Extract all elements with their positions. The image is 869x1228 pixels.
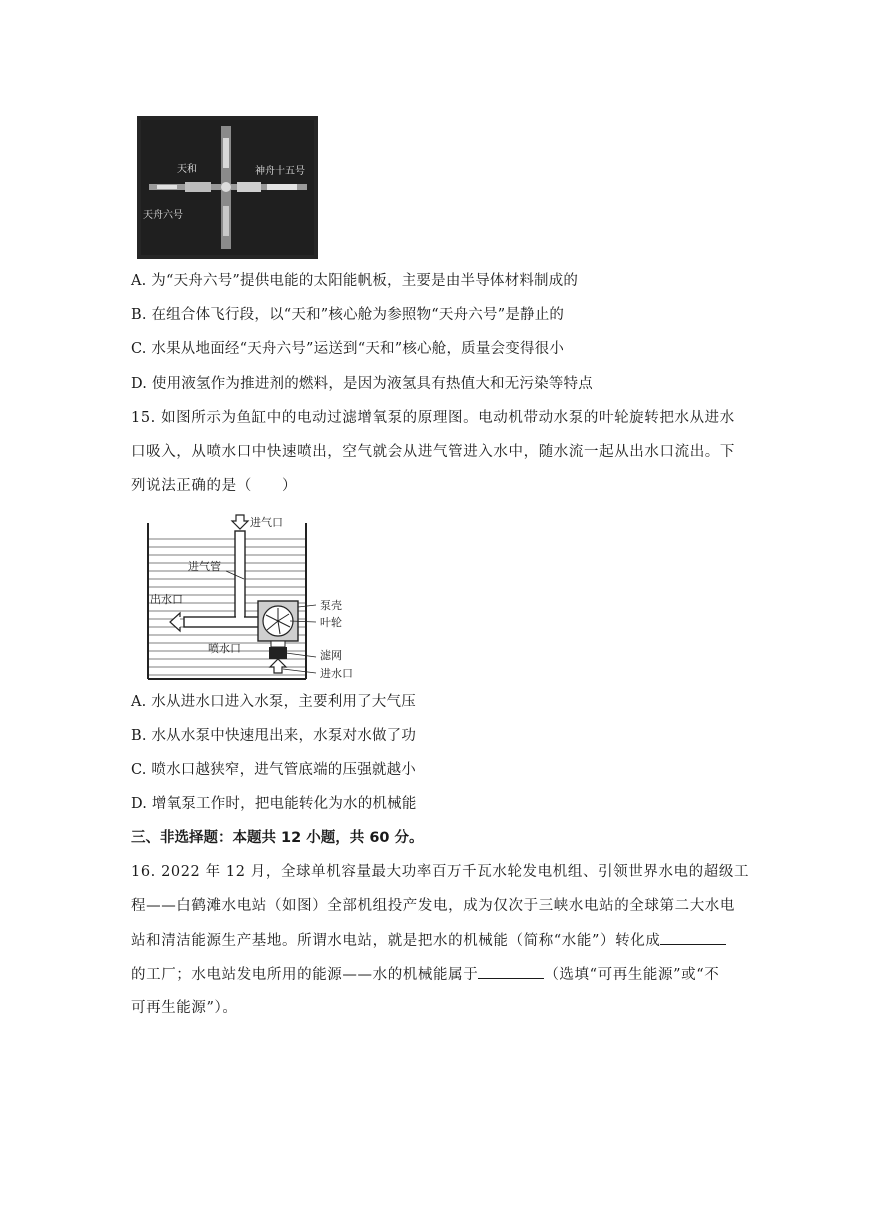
label-air-inlet: 进气口 [250, 516, 283, 529]
q15-stem-line1: 15. 如图所示为鱼缸中的电动过滤增氧泵的原理图。电动机带动水泵的叶轮旋转把水从进水 [131, 410, 735, 426]
section-heading: 三、非选择题：本题共 12 小题，共 60 分。 [131, 830, 424, 846]
label-pump-shell: 泵壳 [320, 599, 342, 612]
q14-option-d: D. 使用液氢作为推进剂的燃料，是因为液氢具有热值大和无污染等特点 [131, 376, 593, 392]
q16-line2: 程——白鹤滩水电站（如图）全部机组投产发电，成为仅次于三峡水电站的全球第二大水电 [131, 898, 735, 914]
label-water-outlet: 出水口 [150, 593, 183, 606]
q15-stem-line2: 口吸入，从喷水口中快速喷出，空气就会从进气管进入水中，随水流一起从出水口流出。下 [131, 444, 735, 460]
q15-option-a: A. 水从进水口进入水泵，主要利用了大气压 [131, 694, 416, 710]
label-filter: 滤网 [320, 649, 342, 662]
q15-stem-line3: 列说法正确的是（ ） [131, 478, 298, 494]
q16-line5: 可再生能源”）。 [131, 1000, 238, 1016]
answer-blank-1[interactable] [660, 930, 726, 945]
space-station-photo [137, 116, 318, 259]
label-shenzhou15: 神舟十五号 [255, 166, 305, 177]
answer-blank-2[interactable] [478, 964, 544, 979]
q16-line4-text-a: 的工厂；水电站发电所用的能源——水的机械能属于 [131, 967, 479, 983]
label-tianhe: 天和 [177, 164, 197, 175]
q14-option-b: B. 在组合体飞行段，以“天和”核心舱为参照物“天舟六号”是静止的 [131, 307, 565, 323]
label-impeller: 叶轮 [320, 616, 342, 629]
q15-option-d: D. 增氧泵工作时，把电能转化为水的机械能 [131, 796, 417, 812]
q16-line1: 16. 2022 年 12 月，全球单机容量最大功率百万千瓦水轮发电机组、引领世界水电的超级工 [131, 864, 750, 880]
q16-line4 [131, 964, 719, 985]
q16-line3 [131, 930, 726, 951]
q15-option-c: C. 喷水口越狭窄，进气管底端的压强就越小 [131, 762, 416, 778]
q15-option-b: B. 水从水泵中快速甩出来，水泵对水做了功 [131, 728, 417, 744]
aquarium-pump-diagram [140, 509, 362, 685]
q14-option-a: A. 为“天舟六号”提供电能的太阳能帆板，主要是由半导体材料制成的 [131, 273, 579, 289]
label-water-inlet: 进水口 [320, 667, 353, 680]
label-tianzhou6: 天舟六号 [143, 210, 183, 221]
q16-line3-text: 站和清洁能源生产基地。所谓水电站，就是把水的机械能（简称“水能”）转化成 [131, 933, 661, 949]
label-nozzle: 喷水口 [208, 642, 241, 655]
q16-line4-text-b: （选填“可再生能源”或“不 [544, 967, 720, 983]
label-air-pipe: 进气管 [188, 560, 221, 573]
q14-option-c: C. 水果从地面经“天舟六号”运送到“天和”核心舱，质量会变得很小 [131, 341, 565, 357]
